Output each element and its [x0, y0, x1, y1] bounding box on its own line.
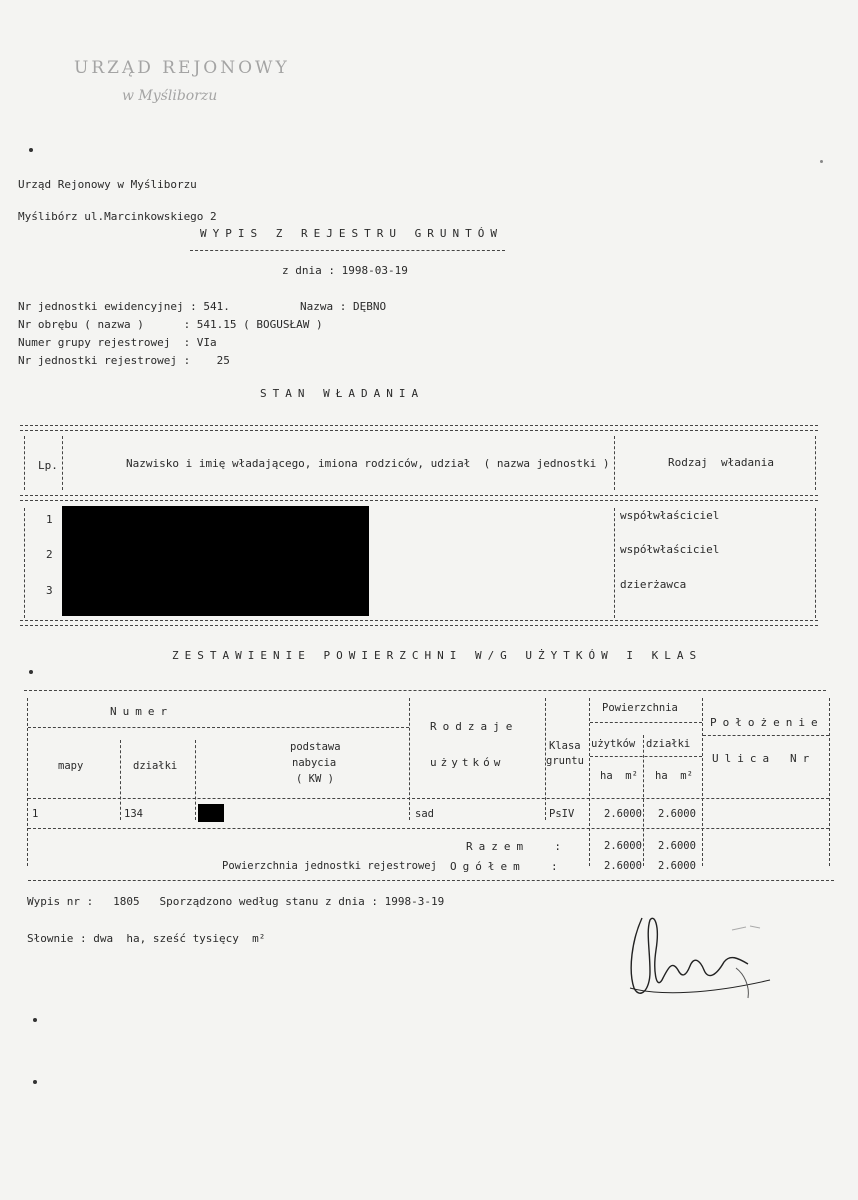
unit-name: Nazwa : DĘBNO	[300, 300, 387, 313]
row-lp: 2	[46, 548, 53, 561]
unit-number: Nr jednostki ewidencyjnej : 541.	[18, 300, 230, 313]
table-rule	[24, 690, 826, 691]
office-name: Urząd Rejonowy w Myśliborzu	[18, 178, 197, 191]
table-rule	[590, 722, 702, 723]
table-rule	[590, 756, 702, 757]
table-border	[24, 508, 25, 618]
cell-klasa: PsIV	[549, 808, 575, 820]
table-border	[702, 698, 703, 866]
group-number: Numer grupy rejestrowej : VIa	[18, 336, 217, 349]
stamp-line-2: w Myśliborzu	[122, 88, 218, 104]
scan-dot	[29, 148, 33, 152]
col-header-mapy: mapy	[58, 760, 84, 772]
stamp-line-1: URZĄD REJONOWY	[74, 58, 290, 78]
table-border	[24, 436, 25, 490]
table-rule	[20, 620, 818, 626]
table-border	[614, 508, 615, 618]
office-address: Myślibórz ul.Marcinkowskiego 2	[18, 210, 217, 223]
col-header-dzialki: działki	[133, 760, 178, 772]
table-border	[409, 698, 410, 820]
col-header-ha-m2: ha m²	[655, 770, 693, 782]
row-lp: 1	[46, 513, 53, 526]
col-header-powierzchnia: Powierzchnia	[602, 702, 678, 714]
amount-in-words: Słownie : dwa ha, sześć tysięcy m²	[27, 932, 266, 945]
row-ownership-type: dzierżawca	[620, 578, 687, 591]
table-rule	[28, 828, 829, 829]
col-header-uzytkow: użytków	[430, 756, 505, 769]
col-header-ha-m2: ha m²	[600, 770, 638, 782]
reg-unit-number: Nr jednostki rejestrowej : 25	[18, 354, 230, 367]
table-border	[195, 740, 196, 820]
table-rule	[28, 880, 834, 881]
redacted-names	[62, 506, 369, 616]
col-header-rodzaje: Rodzaje	[430, 720, 519, 733]
col-header-type: Rodzaj władania	[668, 456, 774, 469]
cell-rodzaj: sad	[415, 808, 434, 820]
col-header-nr: Nr	[790, 752, 816, 765]
scan-dot	[33, 1080, 37, 1084]
razem-dzialki: 2.6000	[658, 840, 696, 852]
scan-dot	[29, 670, 33, 674]
ogolem-dzialki: 2.6000	[658, 860, 696, 872]
cell-dzialki: 134	[124, 808, 143, 820]
table-rule	[28, 727, 409, 728]
row-lp: 3	[46, 584, 53, 597]
razem-label: Razem :	[466, 840, 567, 853]
col-header-kw: ( KW )	[296, 773, 334, 785]
table-border	[120, 740, 121, 820]
col-header-lp: Lp.	[38, 459, 58, 472]
document-title: WYPIS Z REJESTRU GRUNTÓW	[200, 227, 503, 240]
col-header-pow-dzialki: działki	[646, 738, 691, 750]
cell-mapy: 1	[32, 808, 39, 820]
col-header-numer: Numer	[110, 705, 174, 718]
document-date: z dnia : 1998-03-19	[282, 264, 408, 277]
col-header-polozenie: Położenie	[710, 716, 824, 729]
table-border	[643, 735, 644, 866]
razem-uzytkow: 2.6000	[604, 840, 642, 852]
cell-pow-uzytkow: 2.6000	[604, 808, 642, 820]
cell-pow-dzialki: 2.6000	[658, 808, 696, 820]
ogolem-description: Powierzchnia jednostki rejestrowej	[222, 860, 437, 872]
table-rule	[28, 798, 829, 799]
col-header-nabycia: nabycia	[292, 757, 337, 769]
table-rule	[20, 425, 818, 431]
table-border	[614, 436, 615, 490]
table-rule	[703, 735, 829, 736]
summary-title: ZESTAWIENIE POWIERZCHNI W/G UŻYTKÓW I KLAS	[172, 649, 703, 662]
ownership-title: STAN WŁADANIA	[260, 387, 425, 400]
col-header-name: Nazwisko i imię władającego, imiona rodziców, udział ( nazwa jednostki )	[126, 457, 610, 470]
row-ownership-type: współwłaściciel	[620, 509, 720, 522]
col-header-ulica: Ulica	[712, 752, 776, 765]
col-header-podstawa: podstawa	[290, 741, 341, 753]
table-border	[829, 698, 830, 866]
precinct-number: Nr obrębu ( nazwa ) : 541.15 ( BOGUSŁAW )	[18, 318, 323, 331]
col-header-gruntu: gruntu	[546, 755, 584, 767]
scan-dot	[33, 1018, 37, 1022]
row-ownership-type: współwłaściciel	[620, 543, 720, 556]
table-border	[815, 508, 816, 618]
wypis-number: Wypis nr : 1805 Sporządzono według stanu z dnia : 1998-3-19	[27, 895, 445, 908]
col-header-klasa: Klasa	[549, 740, 581, 752]
ogolem-uzytkow: 2.6000	[604, 860, 642, 872]
title-underline	[190, 250, 505, 251]
table-border	[815, 436, 816, 490]
handwritten-signature	[620, 910, 780, 1005]
table-border	[27, 698, 28, 866]
table-rule	[20, 495, 818, 501]
redacted-kw	[198, 804, 224, 822]
ogolem-label: Ogółem :	[450, 860, 564, 873]
col-header-pow-uzytkow: użytków	[591, 738, 636, 750]
table-border	[62, 436, 63, 490]
table-border	[589, 698, 590, 866]
scan-dot	[820, 160, 823, 163]
